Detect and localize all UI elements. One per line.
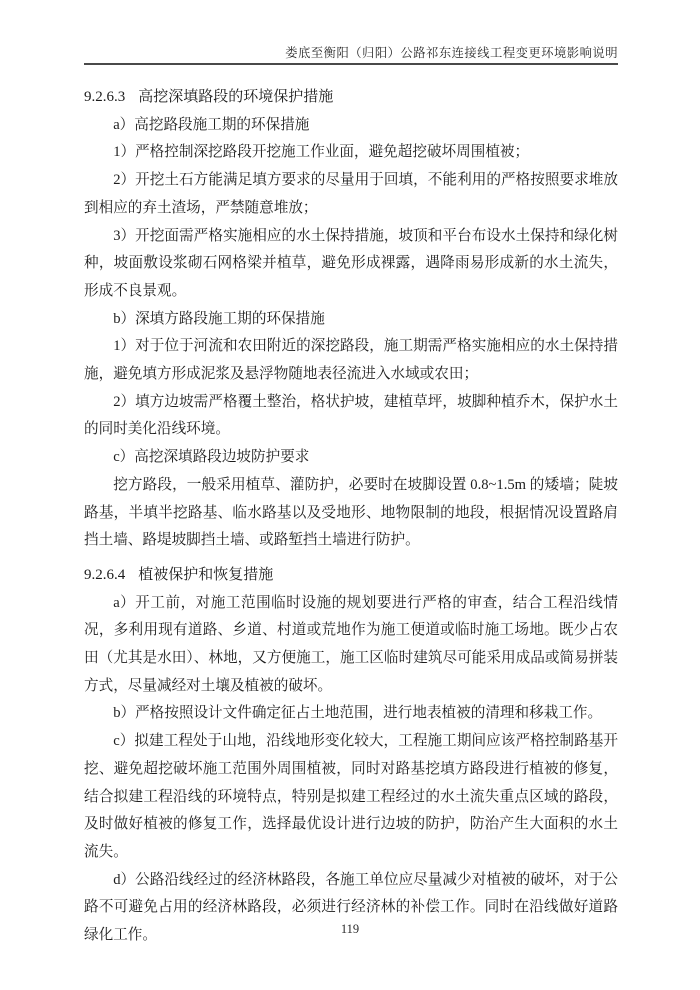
paragraph: c）高挖深填路段边坡防护要求: [113, 449, 310, 466]
paragraph: 2）开挖土石方能满足填方要求的尽量用于回填，不能利用的严格按照要求堆放到相应的弃土渣场，严禁随意堆放；: [84, 172, 618, 216]
section-title: 高挖深填路段的环境保护措施: [138, 89, 334, 105]
page-header-title: 娄底至衡阳（归阳）公路祁东连接线工程变更环境影响说明: [285, 46, 618, 60]
section-number: 9.2.6.3: [84, 89, 126, 105]
paragraph: 2）填方边坡需严格覆土整治，格状护坡，建植草坪，坡脚种植乔木，保护水土的同时美化沿线环境。: [84, 393, 618, 438]
section-heading-9264: [84, 562, 618, 590]
paragraph: a）高挖路段施工期的环保措施: [113, 116, 310, 133]
paragraph: b）深填方路段施工期的环保措施: [113, 310, 325, 327]
paragraph: 挖方路段，一般采用植草、灌防护，必要时在坡脚设置 0.8~1.5m 的矮墙；陡坡路基，半填半挖路基、临水路基以及受地形、地物限制的地段，根据情况设置路肩挡土墙、路堤坡脚挡土墙、或路堑挡土墙进行防护。: [84, 476, 618, 549]
paragraph: d）公路沿线经过的经济林路段，各施工单位应尽量减少对植被的破坏，对于公路不可避免占用的经济林路段，必须进行经济林的补偿工作。同时在沿线做好道路绿化工作。: [84, 871, 618, 944]
document-body: [84, 84, 618, 950]
section-heading-9263: [84, 84, 618, 112]
paragraph: a）开工前，对施工范围临时设施的规划要进行严格的审查，结合工程沿线情况，多利用现有道路、乡道、村道或荒地作为施工便道或临时施工场地。既少占农田（尤其是水田）、林地，又方便施工，施工区临时建筑尽可能采用成品或简易拼装方式，尽量减经对土壤及植被的破坏。: [84, 594, 618, 694]
paragraph: b）严格按照设计文件确定征占土地范围，进行地表植被的清理和移栽工作。: [113, 705, 603, 722]
page-number: 119: [340, 922, 360, 936]
paragraph: c）拟建工程处于山地，沿线地形变化较大，工程施工期间应该严格控制路基开挖、避免超挖破坏施工范围外周围植被，同时对路基挖填方路段进行植被的修复，结合拟建工程沿线的环境特点，特别是拟建工程经过的水土流失重点区域的路段，及时做好植被的修复工作，选择最优设计进行边坡的防护，防治产生大面积的水土流失。: [84, 733, 618, 860]
section-number: 9.2.6.4: [84, 566, 126, 583]
section-title: 植被保护和恢复措施: [138, 566, 274, 583]
paragraph: 1）对于位于河流和农田附近的深挖路段，施工期需严格实施相应的水土保持措施，避免填方形成泥浆及悬浮物随地表径流进入水域或农田；: [84, 338, 618, 383]
header-rule: [84, 63, 618, 65]
paragraph: 1）严格控制深挖路段开挖施工作业面，避免超挖破坏周围植被；: [113, 144, 530, 161]
paragraph: 3）开挖面需严格实施相应的水土保持措施，坡顶和平台布设水土保持和绿化树种，坡面敷设浆砌石网格梁并植草，避免形成裸露，遇降雨易形成新的水土流失，形成不良景观。: [84, 227, 618, 299]
